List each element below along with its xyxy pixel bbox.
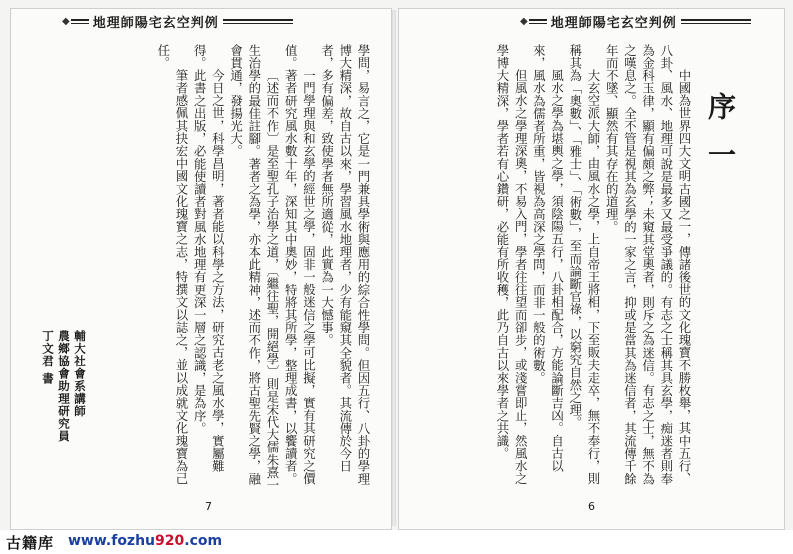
- running-head-right: [520, 10, 751, 32]
- ornament-icon: ◆: [62, 15, 71, 27]
- body-paragraph: 一門學理與和玄學的經世之學，固非一般迷信之學可比擬，實有其研究之價值。著者研究風水數十年，深知其中奧妙，特將其所學，整理成書，以饗讀者。: [283, 44, 317, 485]
- watermark-url-number: 920: [155, 533, 185, 549]
- running-head-text: 地理師陽宅玄空判例: [550, 15, 677, 31]
- signature-line: 農鄉協會助理研究員: [57, 330, 71, 443]
- watermark-url: [68, 533, 222, 549]
- body-paragraph: 學問，易言之，它是一門兼具學術與應用的綜合性學問。但因五行、八卦的學理博大精深，故自古以來，學習風水地理者，少有能窺其全貌者。其流傳於今日者，多有偏差，致使學者無所適從，此實為一大憾事。: [319, 44, 371, 485]
- rule-divider: [529, 19, 547, 24]
- rule-divider: [223, 19, 293, 24]
- author-signature: [28, 330, 88, 480]
- left-page-body: [100, 44, 372, 494]
- page-number-right: 6: [588, 500, 595, 513]
- body-paragraph: 風水之學為堪輿之學，須陰陽五行，八卦相配合，方能論斷吉凶。自古以來，風水為儒者所重，皆視為高深之學問，而非一般的術數。: [531, 44, 565, 472]
- signature-line: 輔大社會系講師: [73, 330, 87, 418]
- preface-title: 序一: [704, 92, 737, 188]
- body-paragraph: 〔述而不作〕是至聖孔子治學之道，〔繼往聖，開絕學〕則是宋代大儒朱熹一生治學的最佳註腳。著者之為學，亦本此精神，述而不作，將古聖先賢之學，融會貫通，發揚光大。: [228, 44, 280, 491]
- watermark-site-name: 古籍库: [6, 534, 55, 552]
- rule-divider: [71, 19, 89, 24]
- right-page-body: [405, 44, 693, 494]
- ornament-icon: ◆: [520, 15, 529, 27]
- body-paragraph: 中國為世界四大文明古國之一，傳諸後世的文化瑰寶不勝枚舉，其中五行、八卦、風水、地理可說是最多又最受爭議的。有志之士稱其具玄學，痴迷者則奉為金科玉律，顯有偏頗之弊；未窺其堂奧者，則斥之為迷信。有志之士，無不為之嘆息之。全不管是視其為玄學的一家之言，抑或是當其為迷信者，其流傳千餘年而不墜、顯然有其存在的道理。: [604, 44, 692, 485]
- running-head-text: 地理師陽宅玄空判例: [92, 15, 219, 31]
- watermark-url-suffix: .com: [184, 533, 223, 549]
- book-gutter: [392, 10, 396, 526]
- body-paragraph: 今日之世，科學昌明，著者能以科學之方法，研究古老之風水學，實屬難得。此書之出版，必能使讀者對風水地理有更深一層之認識，是為序。: [192, 44, 226, 472]
- signature-line: 丁文君 書: [41, 330, 55, 386]
- body-paragraph: 筆者感佩其抉宏中國文化瑰寶之志，特撰文以誌之，並以成就文化瑰寶為己任。: [155, 44, 189, 485]
- body-paragraph: 大玄空派大師，由風水之學，上自帝王將相，下至販夫走卒，無不奉行，則稱其為「奧數」、「雅士」、「術數」，至而論斷官祿，以窮究自然之理。: [567, 44, 601, 485]
- running-head-left: [62, 10, 293, 32]
- rule-divider: [681, 19, 751, 24]
- body-paragraph: 但風水之學理深奧，不易入門，學者往往望而卻步，或淺嘗即止，然風水之學博大精深，學者若有心鑽研，必能有所收穫，此乃自古以來學者之共識。: [494, 44, 529, 485]
- watermark-url-prefix: www.fozhu: [68, 533, 156, 549]
- page-number-left: 7: [205, 500, 212, 513]
